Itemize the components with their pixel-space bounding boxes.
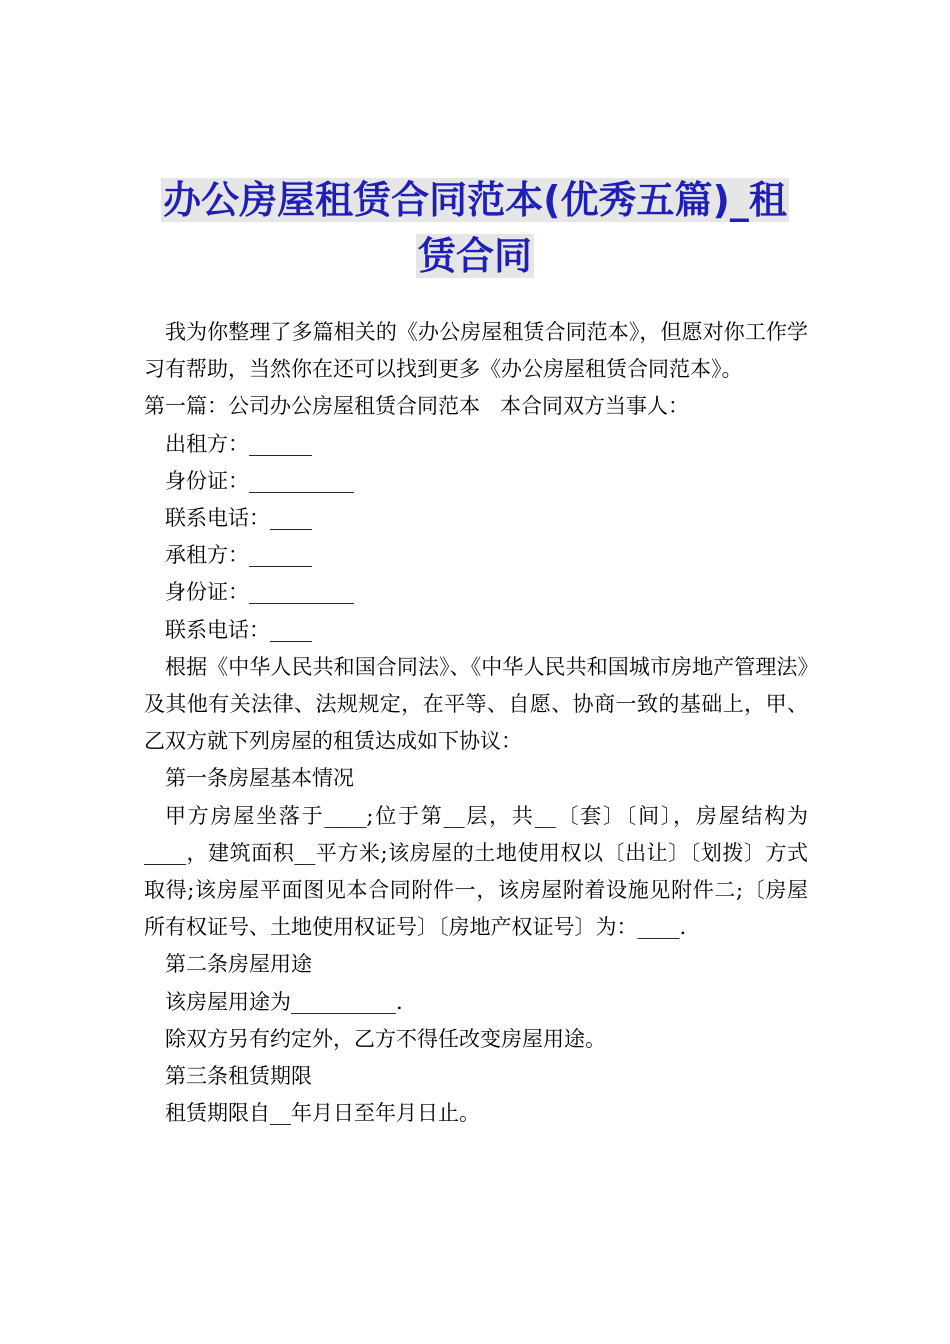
lessor-phone-field: 联系电话：____ [165,506,312,531]
document-title [120,172,830,284]
article-3-term: 租赁期限自__年月日至年月日止。 [165,1101,480,1126]
article-2-restriction: 除双方另有约定外，乙方不得任改变房屋用途。 [165,1026,606,1051]
article-2-heading: 第二条房屋用途 [165,952,312,977]
document-title-line1: 办公房屋租赁合同范本(优秀五篇)_租 [163,178,787,222]
lessor-field: 出租方：______ [165,431,312,456]
lessor-id-field: 身份证：__________ [165,468,354,493]
section-heading-first: 第一篇：公司办公房屋租赁合同范本 本合同双方当事人： [144,394,690,419]
lessee-id-field: 身份证：__________ [165,580,354,605]
article-1-heading: 第一条房屋基本情况 [165,766,354,791]
article-2-usage: 该房屋用途为__________. [165,989,403,1014]
intro-paragraph: 我为你整理了多篇相关的《办公房屋租赁合同范本》，但愿对你工作学习有帮助，当然你在还可以找到更多《办公房屋租赁合同范本》。 [144,320,808,382]
article-1-paragraph: 甲方房屋坐落于____;位于第__层，共__〔套〕〔间〕，房屋结构为____，建筑面积__平方米;该房屋的土地使用权以〔出让〕〔划拨〕方式取得;该房屋平面图见本合同附件一，该房屋附着设施见附件二;〔房屋所有权证号、土地使用权证号〕〔房地产权证号〕为：____. [144,803,808,940]
article-3-heading: 第三条租赁期限 [165,1064,312,1089]
lessee-phone-field: 联系电话：____ [165,617,312,642]
document-body [144,314,808,1132]
document-title-line2: 赁合同 [417,234,532,278]
lessee-field: 承租方：______ [165,543,312,568]
legal-basis-paragraph: 根据《中华人民共和国合同法》、《中华人民共和国城市房地产管理法》及其他有关法律、法规规定，在平等、自愿、协商一致的基础上，甲、乙双方就下列房屋的租赁达成如下协议： [144,654,808,754]
